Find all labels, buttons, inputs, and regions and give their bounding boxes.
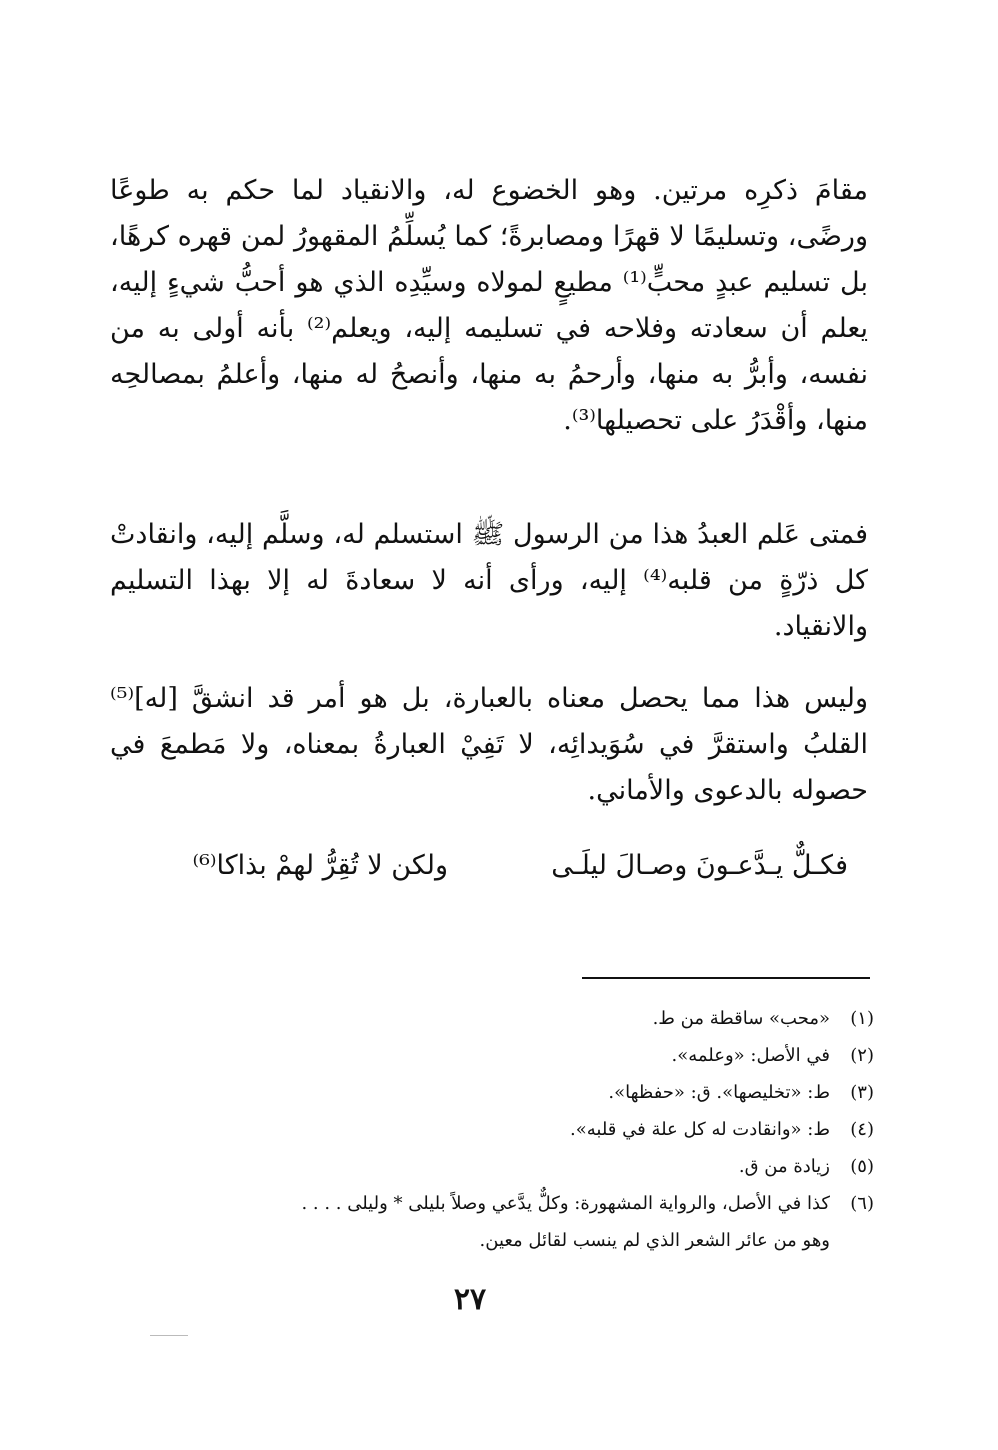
paragraph-2: فمتى عَلم العبدُ هذا من الرسول ﷺ استسلم له، وسلَّم إليه، وانقادتْ كل ذرّةٍ من قلبه⁽⁴⁾ إليه، ورأى أنه لا سعادةَ له إلا بهذا التسليم والانقياد. — [110, 519, 869, 642]
footnotes-list — [112, 1000, 874, 1259]
footnote-item — [112, 1074, 874, 1111]
poetry-verse — [110, 840, 868, 890]
footnote-item — [112, 1185, 874, 1222]
verse-second-hemistich: ولكن لا تُقِرُّ لهمْ بذاكا⁽⁶⁾ — [192, 850, 448, 881]
footnote-text: «محب» ساقطة من ط. — [652, 1008, 830, 1029]
verse-first-hemistich: فكـلٌّ يـدَّعـونَ وصـالَ ليلَـى — [551, 850, 848, 881]
footnote-text: في الأصل: «وعلمه». — [671, 1045, 830, 1066]
footnote-continuation: وهو من عائر الشعر الذي لم ينسب لقائل معين. — [479, 1230, 830, 1251]
footnote-number: (٤) — [850, 1119, 874, 1140]
margin-mark — [150, 1335, 188, 1336]
footnote-text: ط: «تخليصها». ق: «حفظها». — [608, 1082, 830, 1103]
footnote-text: زيادة من ق. — [738, 1156, 830, 1177]
footnote-item — [112, 1148, 874, 1185]
paragraph-3: وليس هذا مما يحصل معناه بالعبارة، بل هو أمر قد انشقَّ [له]⁽⁵⁾ القلبُ واستقرَّ في سُوَيدائِه، لا تَفِيْ العبارةُ بمعناه، ولا مَطمعَ في حصوله بالدعوى والأماني. — [110, 683, 868, 806]
footnote-text: ط: «وانقادت له كل علة في قلبه». — [570, 1119, 830, 1140]
paragraph-1: مقامَ ذكرِه مرتين. وهو الخضوع له، والانقياد لما حكم به طوعًا ورضًى، وتسليمًا لا قهرًا ومصابرةً؛ كما يُسلِّمُ المقهورُ لمن قهره كرهًا، بل تسليم عبدٍ محبٍّ⁽¹⁾ مطيعٍ لمولاه وسيِّدِه الذي هو أحبُّ شيءٍ إليه، يعلم أن سعادته وفلاحه في تسليمه إليه، ويعلم⁽²⁾ بأنه أولى به من نفسه، وأبرُّ به منها، وأرحمُ به منها، وأنصحُ له منها، وأعلمُ بمصالحِه منها، وأقْدَرُ على تحصيلها⁽³⁾. — [110, 175, 868, 436]
footnote-item — [112, 1037, 874, 1074]
footnote-number: (٦) — [850, 1193, 874, 1214]
footnote-number: (٣) — [850, 1082, 874, 1103]
footnote-number: (٥) — [850, 1156, 874, 1177]
footnote-text: كذا في الأصل، والرواية المشهورة: وكلٌّ يدَّعي وصلاً بليلى * وليلى . . . . — [301, 1193, 830, 1214]
footnote-number: (٢) — [850, 1045, 874, 1066]
footnote-item — [112, 1000, 874, 1037]
footnote-number: (١) — [850, 1008, 874, 1029]
footnote-divider — [582, 977, 870, 979]
page-number: ٢٧ — [453, 1282, 487, 1317]
footnote-item — [112, 1111, 874, 1148]
